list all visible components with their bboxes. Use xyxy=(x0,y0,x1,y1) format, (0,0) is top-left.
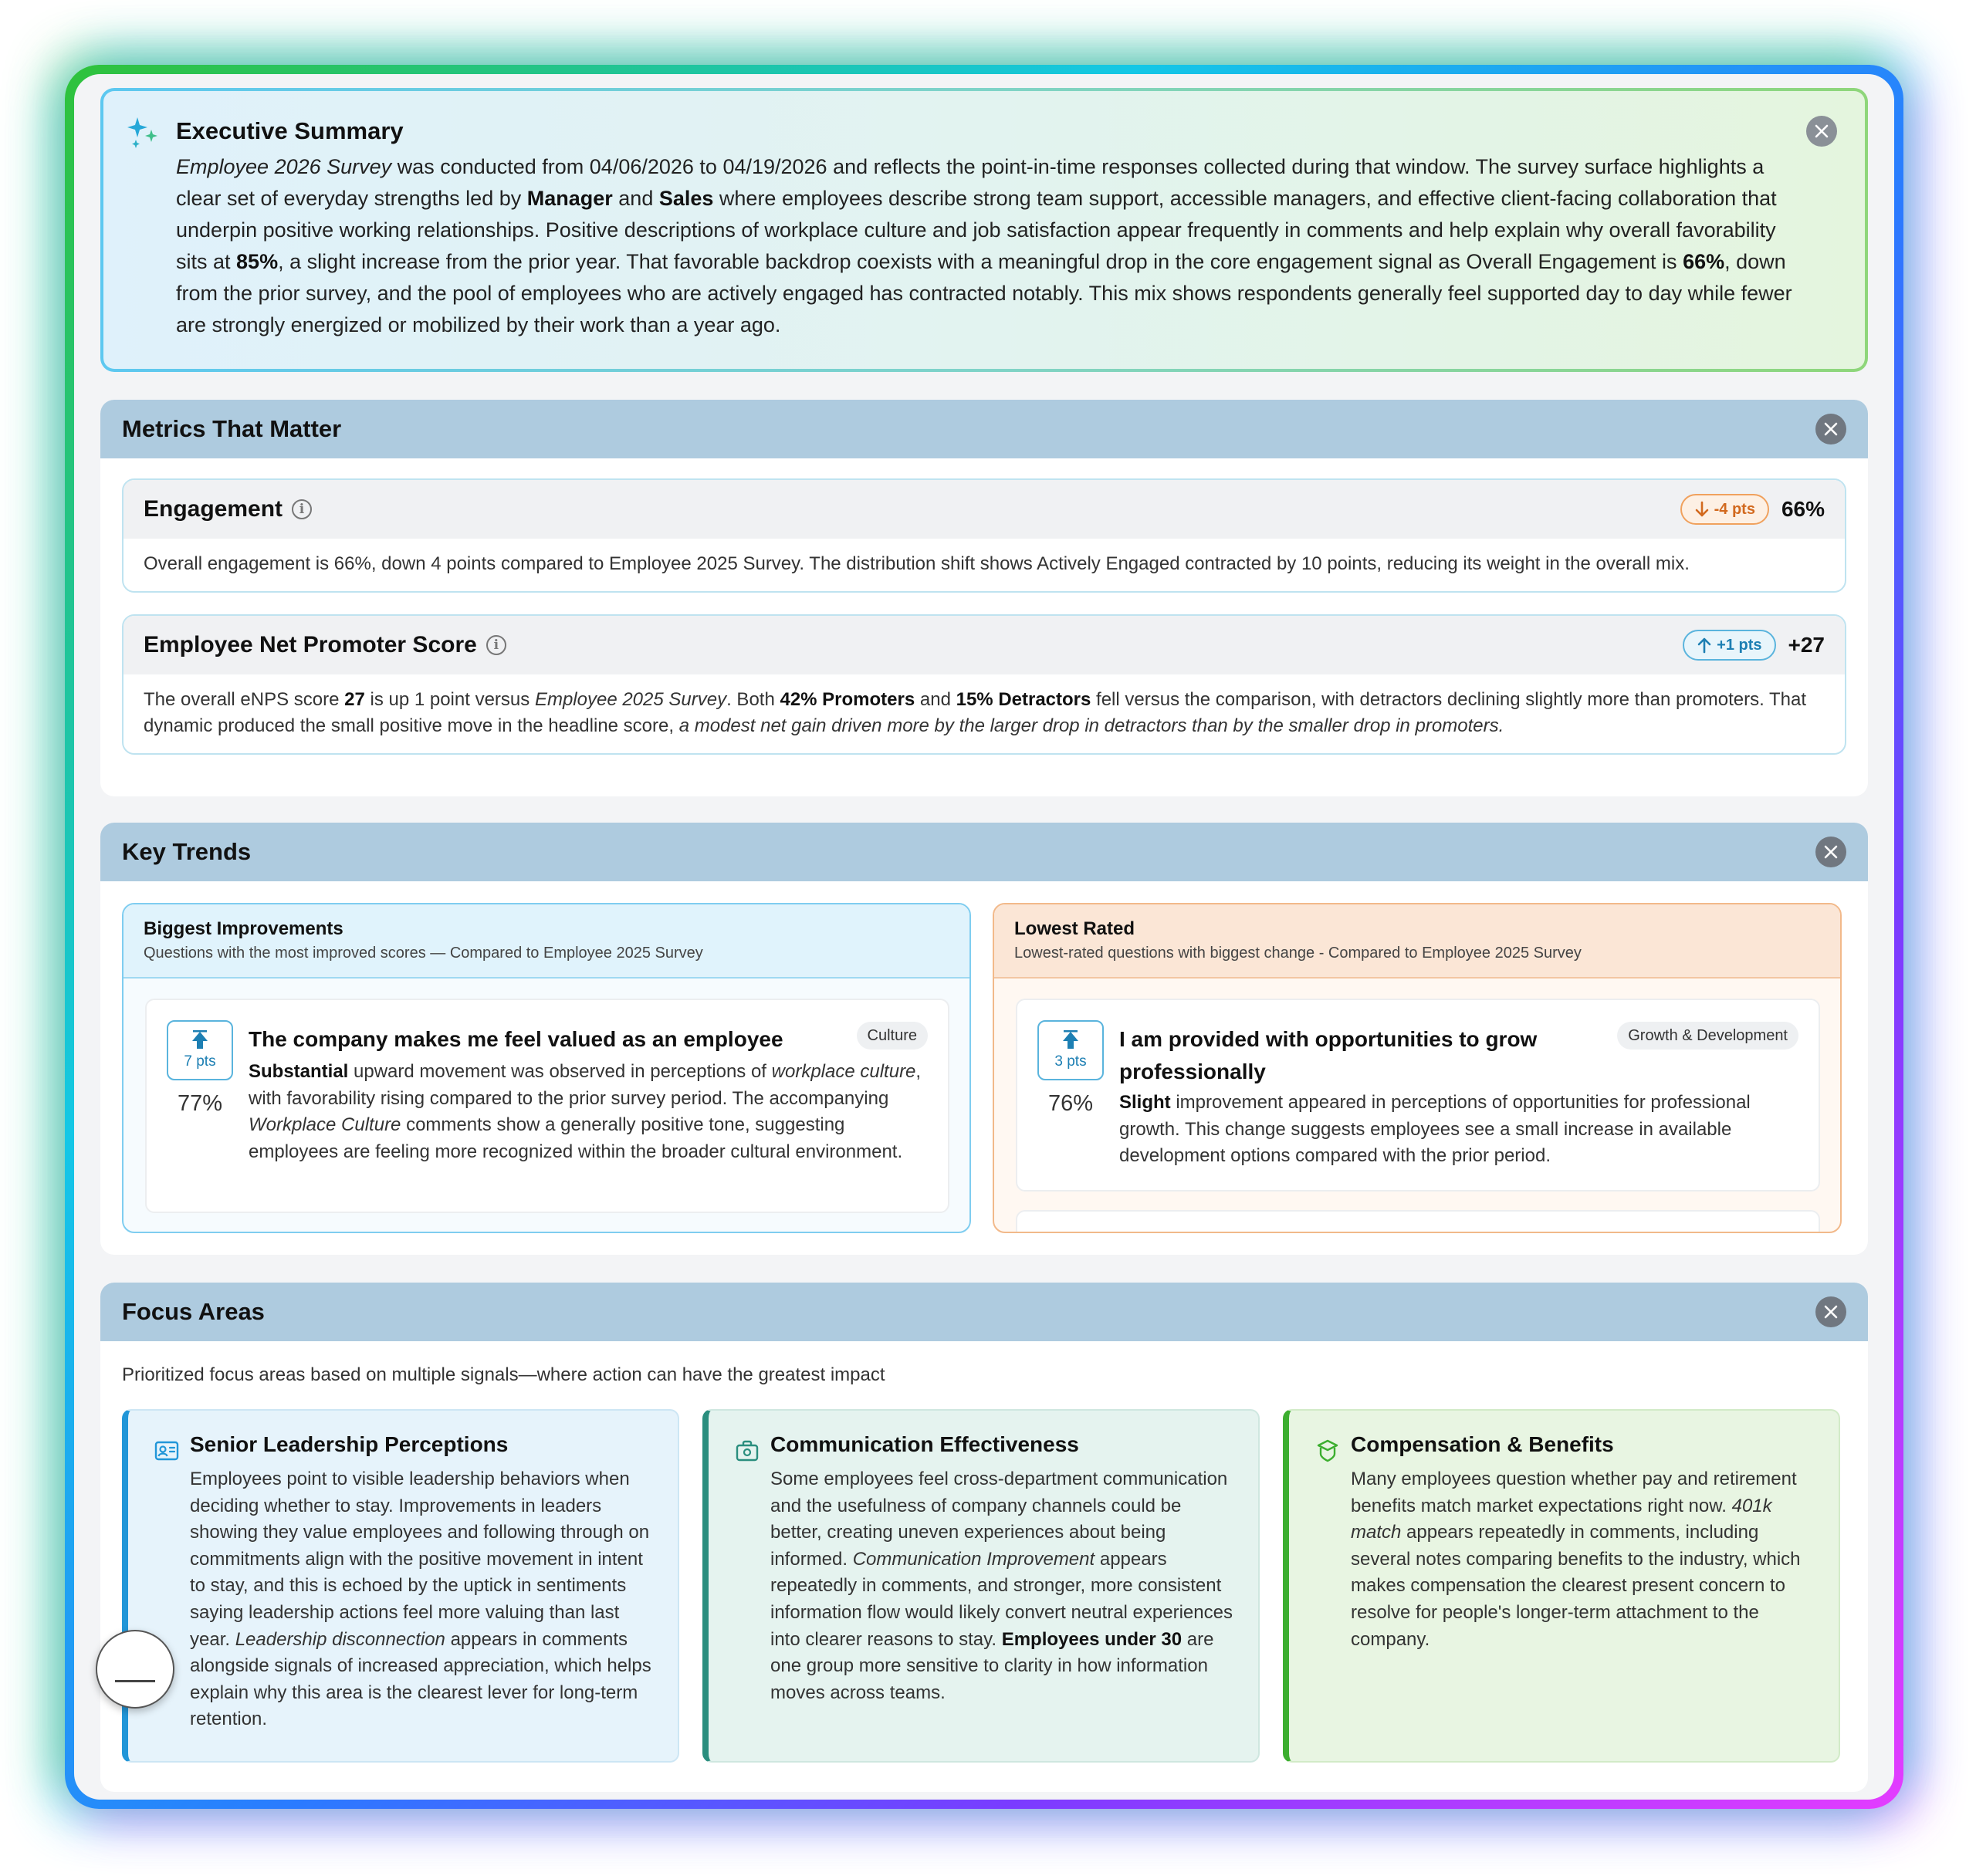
trend-item[interactable] xyxy=(1016,999,1820,1192)
biggest-improvements-subtitle: Questions with the most improved scores — Compared to Employee 2025 Survey xyxy=(144,945,703,962)
favorability-percent: 76% xyxy=(1047,1091,1094,1116)
arrow-up-icon xyxy=(1697,637,1712,654)
change-badge: 7 pts xyxy=(167,1020,233,1080)
enps-value: +27 xyxy=(1788,633,1825,657)
question-title: I am provided with opportunities to grow professionally xyxy=(1119,1027,1538,1083)
briefcase-icon xyxy=(735,1438,760,1463)
biggest-improvements-panel xyxy=(122,903,971,1233)
key-trends-title: Key Trends xyxy=(122,838,252,865)
focus-card-text: Some employees feel cross-department communication and the usefulness of company channels could be better, creating uneven experiences about being informed. Communication Improvement appears repeatedly in comments, and stronger, more consistent information flow would likely convert neutral experiences into clearer reasons to stay. Employees under 30 are one group more sensitive to clarity in how information moves across teams. xyxy=(770,1469,1233,1703)
engagement-title: Engagement xyxy=(144,496,283,522)
close-key-trends-button[interactable] xyxy=(1815,837,1846,867)
focus-card-communication[interactable] xyxy=(702,1409,1260,1763)
chat-icon xyxy=(115,1680,155,1682)
focus-card-text: Many employees question whether pay and retirement benefits match market expectations right now. 401k match appears repeatedly in comments, including several notes comparing benefits to the industry, which makes compensation the clearest present concern to resolve for people's longer-term attachment to the company. xyxy=(1351,1469,1801,1650)
close-icon xyxy=(1824,845,1838,859)
shield-icon xyxy=(1315,1438,1340,1463)
close-metrics-button[interactable] xyxy=(1815,414,1846,444)
focus-areas-card xyxy=(100,1283,1868,1792)
focus-areas-intro: Prioritized focus areas based on multiple signals—where action can have the greatest impact xyxy=(122,1364,885,1385)
focus-card-title: Communication Effectiveness xyxy=(770,1432,1079,1456)
trend-item[interactable] xyxy=(145,999,949,1213)
change-badge: 3 pts xyxy=(1037,1020,1104,1080)
info-icon[interactable]: i xyxy=(292,499,312,519)
report-panel xyxy=(74,74,1894,1800)
metrics-title: Metrics That Matter xyxy=(122,415,342,442)
lowest-rated-title: Lowest Rated xyxy=(1014,918,1135,939)
favorability-percent: 77% xyxy=(177,1091,223,1116)
key-trends-card xyxy=(100,823,1868,1255)
chat-launcher-button[interactable] xyxy=(96,1630,174,1709)
focus-card-senior-leadership[interactable] xyxy=(122,1409,679,1763)
biggest-improvements-title: Biggest Improvements xyxy=(144,918,343,939)
enps-metric xyxy=(122,614,1846,755)
executive-summary-title: Executive Summary xyxy=(176,117,404,144)
arrow-up-icon xyxy=(190,1030,210,1050)
executive-summary-text: Employee 2026 Survey was conducted from 04/06/2026 to 04/19/2026 and reflects the point-in-time responses collected during that window. The survey surface highlights a clear set of everyday strengths led by Manager and Sales where employees describe strong team support, accessible managers, and effective client-facing collaboration that underpin positive working relationships. Positive descriptions of workplace culture and job satisfaction appear frequently in comments and help explain why overall favorability sits at 85%, a slight increase from the prior year. That favorable backdrop coexists with a meaningful drop in the core engagement signal as Overall Engagement is 66%, down from the prior survey, and the pool of employees who are actively engaged has contracted notably. This mix shows respondents generally feel supported day to day while fewer are strongly energized or mobilized by their work than a year ago. xyxy=(176,155,1792,336)
executive-summary-card xyxy=(100,88,1868,372)
lowest-rated-panel xyxy=(993,903,1842,1233)
focus-card-title: Compensation & Benefits xyxy=(1351,1432,1614,1456)
enps-title: Employee Net Promoter Score xyxy=(144,632,477,657)
close-icon xyxy=(1824,1305,1838,1319)
question-title: The company makes me feel valued as an employee xyxy=(249,1027,783,1051)
engagement-value: 66% xyxy=(1781,497,1825,521)
question-description: Substantial upward movement was observed in perceptions of workplace culture, with favorability rising compared to the prior survey period. The accompanying Workplace Culture comments show a generally positive tone, suggesting employees are feeling more recognized within the broader cultural environment. xyxy=(249,1061,922,1162)
focus-areas-title: Focus Areas xyxy=(122,1298,265,1325)
category-tag: Growth & Development xyxy=(1617,1022,1798,1050)
id-card-icon xyxy=(154,1438,179,1463)
lowest-rated-subtitle: Lowest-rated questions with biggest change - Compared to Employee 2025 Survey xyxy=(1014,945,1582,962)
arrow-down-icon xyxy=(1694,501,1710,518)
question-description: Slight improvement appeared in perceptions of opportunities for professional growth. This change suggests employees see a small increase in available development options compared with the prior period. xyxy=(1119,1092,1751,1166)
engagement-metric xyxy=(122,478,1846,593)
metrics-card xyxy=(100,400,1868,796)
focus-card-compensation[interactable] xyxy=(1283,1409,1840,1763)
close-focus-areas-button[interactable] xyxy=(1815,1296,1846,1327)
info-icon[interactable]: i xyxy=(486,635,506,655)
gradient-frame xyxy=(65,65,1903,1809)
focus-card-title: Senior Leadership Perceptions xyxy=(190,1432,509,1456)
engagement-description: Overall engagement is 66%, down 4 points compared to Employee 2025 Survey. The distribution shift shows Actively Engaged contracted by 10 points, reducing its weight in the overall mix. xyxy=(144,553,1690,574)
trend-item-partial[interactable] xyxy=(1016,1210,1820,1233)
close-executive-summary-button[interactable] xyxy=(1806,116,1837,147)
sparkle-icon xyxy=(127,114,161,148)
focus-card-text: Employees point to visible leadership behaviors when deciding whether to stay. Improvements in leaders showing they value employees and following through on commitments align with the positive movement in intent to stay, and this is echoed by the uptick in sentiments saying leadership actions feel more valuing than last year. Leadership disconnection appears in comments alongside signals of increased appreciation, which helps explain why this area is the clearest lever for long-term retention. xyxy=(190,1469,651,1730)
close-icon xyxy=(1824,422,1838,436)
enps-description: The overall eNPS score 27 is up 1 point versus Employee 2025 Survey. Both 42% Promoters and 15% Detractors fell versus the comparison, with detractors declining slightly more than promoters. That dynamic produced the small positive move in the headline score, a modest net gain driven more by the larger drop in detractors than by the smaller drop in promoters. xyxy=(144,689,1806,736)
category-tag: Culture xyxy=(857,1022,928,1050)
engagement-delta-badge: -4 pts xyxy=(1680,494,1769,525)
close-icon xyxy=(1815,124,1829,138)
enps-delta-badge: +1 pts xyxy=(1683,630,1775,661)
arrow-up-icon xyxy=(1061,1030,1081,1050)
